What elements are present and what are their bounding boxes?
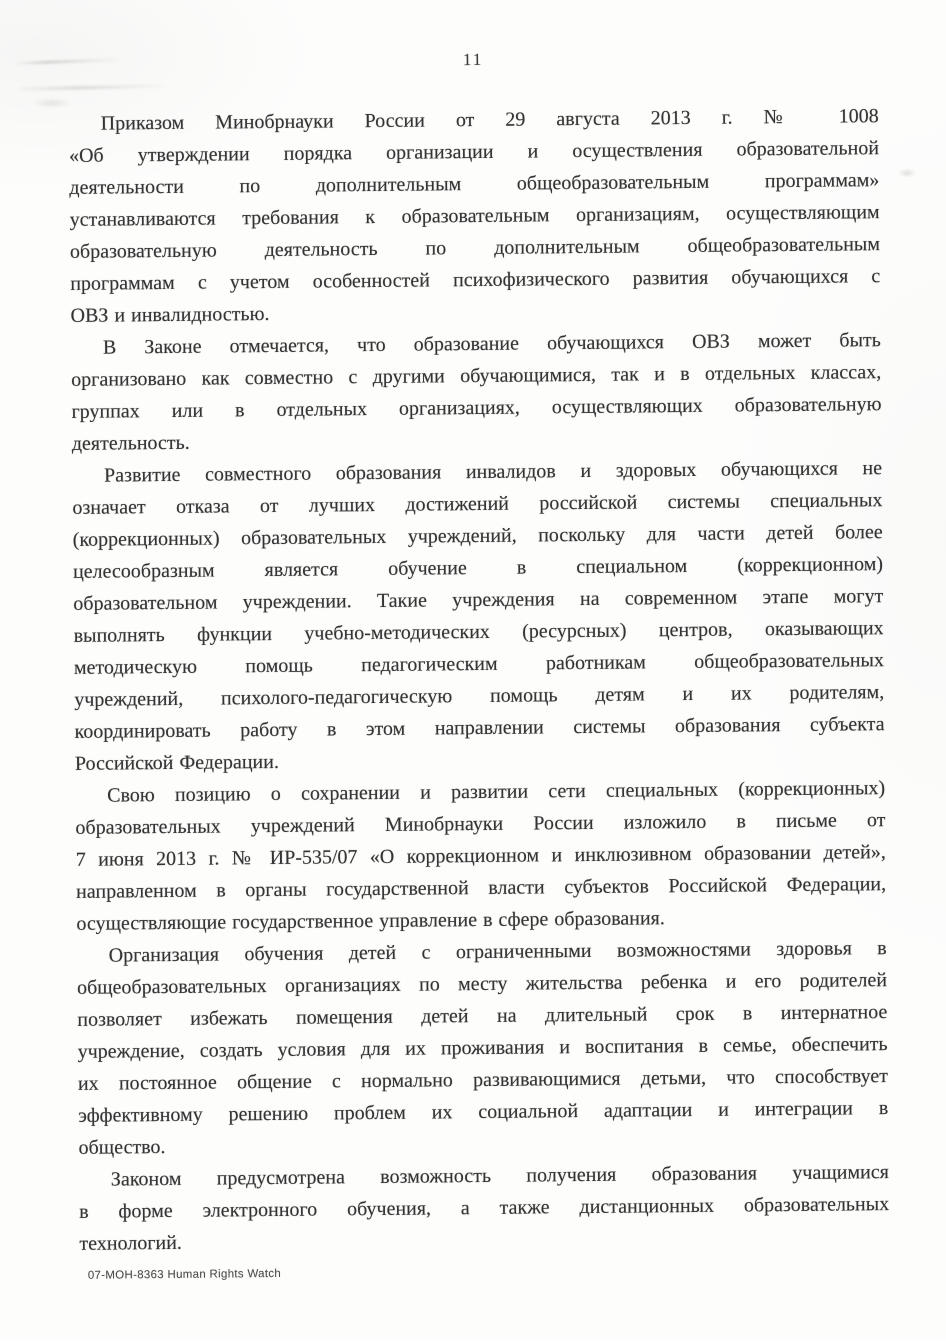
text-line: образовательном учреждении. Такие учреждения на современном этапе могут	[73, 585, 884, 615]
text-line: технологий.	[79, 1231, 182, 1255]
text-line: методическую помощь педагогическим работникам общеобразовательных	[73, 649, 885, 679]
text-line: ОВЗ и инвалидностью.	[70, 302, 270, 327]
paragraph	[72, 452, 885, 780]
text-line: Развитие совместного образования инвалидов и здоровых обучающихся не	[104, 457, 883, 487]
text-line: означает отказа от лучших достижений российской системы специальных	[72, 489, 883, 519]
text-line: их постоянное общение с нормально развивающимися детьми, что способствует	[77, 1065, 889, 1095]
text-line: (коррекционных) образовательных учреждений, поскольку для части детей более	[72, 521, 883, 551]
document-body	[69, 100, 890, 1260]
text-line: учреждение, создать условия для их проживания и воспитания в семье, обеспечить	[77, 1033, 888, 1063]
text-line: выполнять функции учебно-методических (ресурсных) центров, оказывающих	[73, 617, 884, 647]
text-line: программам с учетом особенностей психофизического развития обучающихся с	[70, 265, 881, 295]
text-line: группах или в отдельных организациях, осуществляющих образовательную	[71, 393, 882, 423]
text-line: Российской Федерации.	[74, 750, 280, 775]
paragraph	[71, 324, 882, 460]
paragraph	[77, 932, 889, 1164]
paragraph	[75, 772, 886, 940]
document-page	[68, 0, 891, 1343]
text-line: Приказом Минобрнауки России от 29 августа 2013 г. № 1008	[100, 105, 879, 135]
text-line: В Законе отмечается, что образование обучающихся ОВЗ может быть	[102, 329, 881, 359]
text-line: устанавливаются требования к образовательным организациям, осуществляющим	[69, 201, 880, 231]
text-line: деятельности по дополнительным общеобразовательным программам»	[69, 169, 880, 199]
text-line: деятельность.	[71, 431, 190, 455]
text-line: позволяет избежать помещения детей на длительный срок в интернатное	[77, 1001, 888, 1031]
text-line: целесообразным является обучение в специальном (коррекционном)	[72, 553, 884, 583]
text-line: общеобразовательных организациях по месту жительства ребенка и его родителей	[76, 969, 888, 999]
text-line: образовательную деятельность по дополнительным общеобразовательным	[69, 233, 881, 263]
scan-artifact	[898, 168, 916, 178]
text-line: образовательных учреждений Минобрнауки России изложило в письме от	[75, 809, 886, 839]
text-line: координировать работу в этом направлении системы образования субъекта	[74, 713, 885, 743]
text-line: эффективному решению проблем их социальной адаптации и интеграции в	[78, 1097, 889, 1127]
text-line: учреждений, психолого-педагогическую помощь детям и их родителям,	[74, 681, 885, 711]
text-line: в форме электронного обучения, а также дистанционных образовательных	[79, 1193, 890, 1223]
text-line: 7 июня 2013 г. № ИР-535/07 «О коррекционном и инклюзивном образовании детей»,	[75, 841, 886, 871]
text-line: направленном в органы государственной власти субъектов Российской Федерации,	[76, 873, 887, 903]
bates-stamp: 07-MOH-8363 Human Rights Watch	[87, 1267, 282, 1282]
text-line: Законом предусмотрена возможность получения образования учащимися	[110, 1161, 889, 1191]
page-number: 11	[462, 49, 484, 70]
text-line: общество.	[78, 1136, 166, 1159]
text-line: Свою позицию о сохранении и развитии сети специальных (коррекционных)	[107, 777, 886, 807]
paragraph	[69, 100, 881, 332]
text-line: «Об утверждении порядка организации и осуществления образовательной	[68, 137, 880, 167]
text-line: осуществляющие государственное управление в сфере образования.	[76, 907, 665, 935]
text-line: Организация обучения детей с ограниченными возможностями здоровья в	[108, 937, 887, 967]
text-line: организовано как совместно с другими обучающимися, так и в отдельных классах,	[71, 361, 882, 391]
scan-artifact	[32, 98, 72, 108]
paragraph	[79, 1156, 890, 1260]
